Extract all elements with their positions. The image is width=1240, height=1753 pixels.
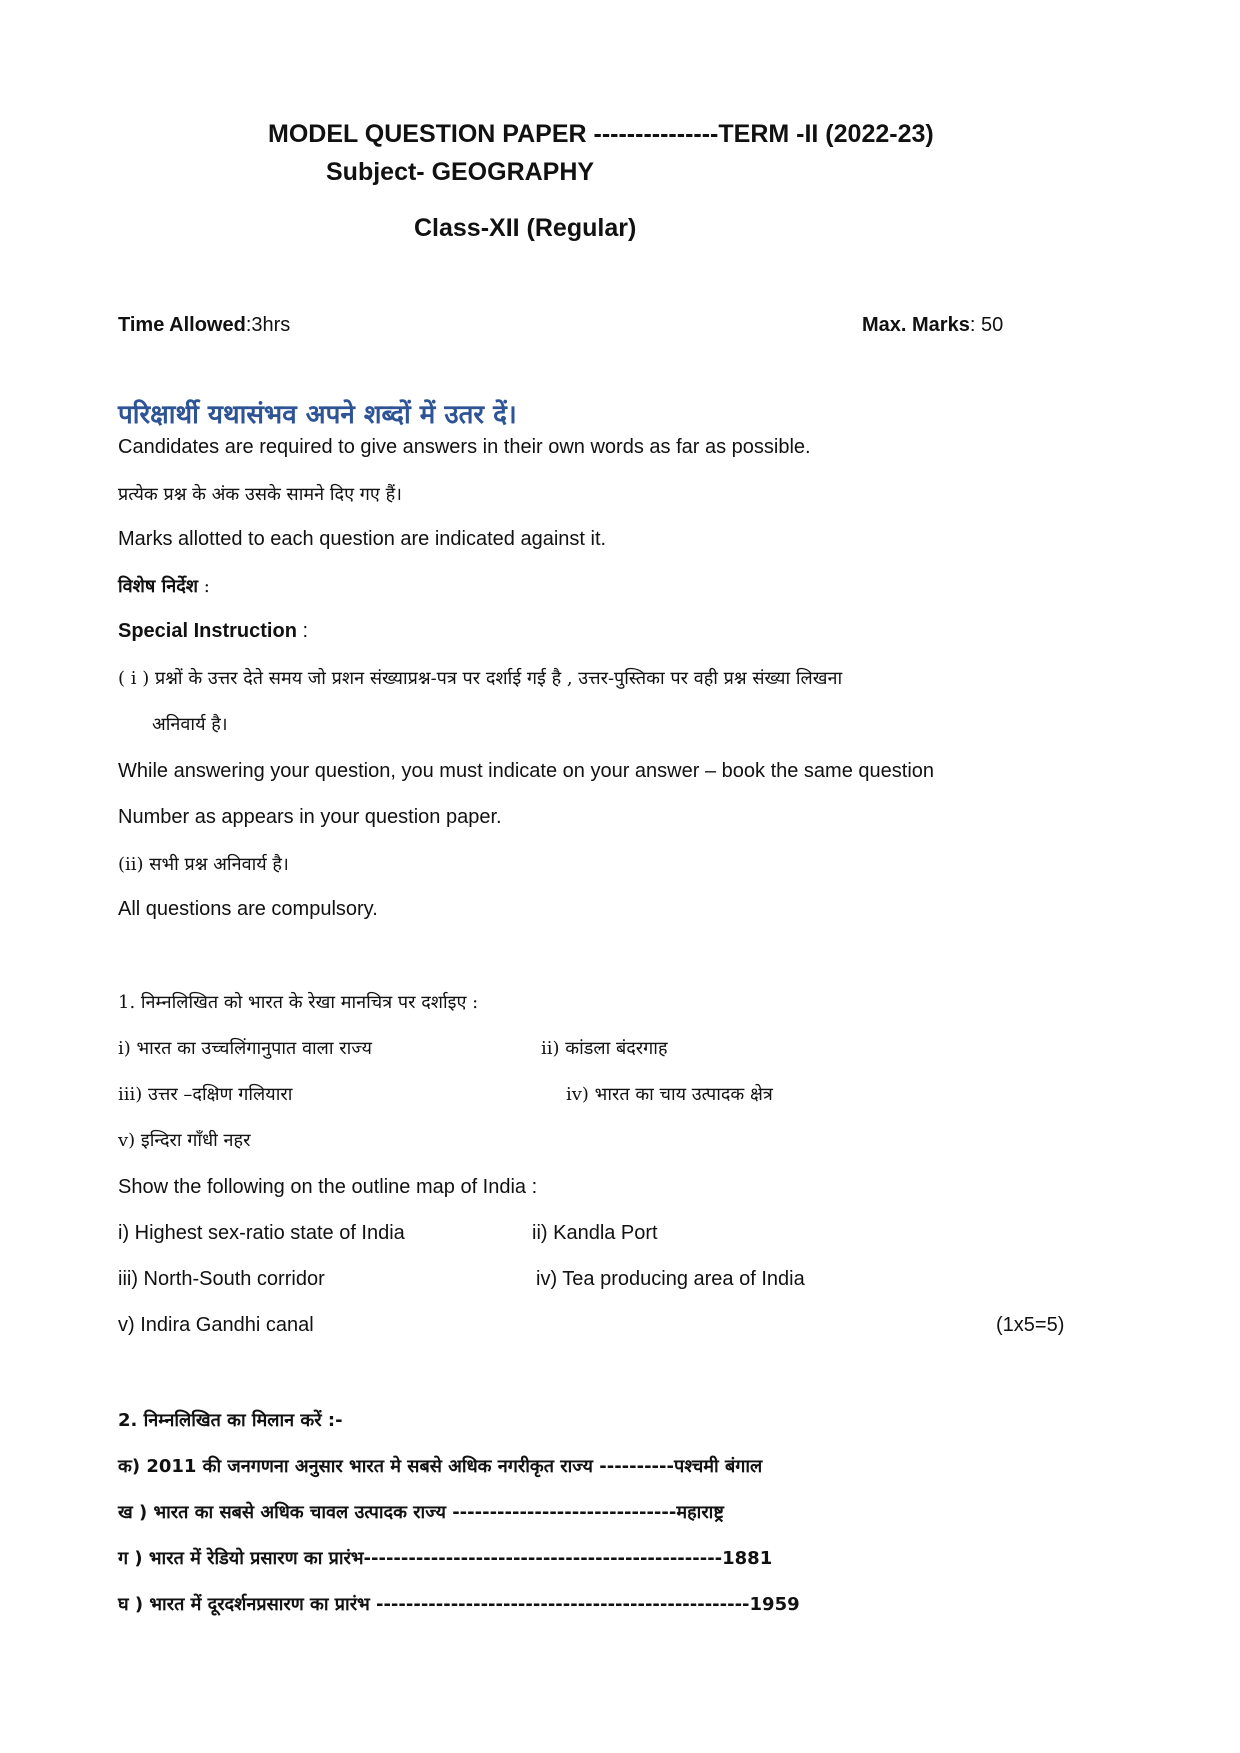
marks-allotted-instruction: Marks allotted to each question are indicated against it. bbox=[118, 528, 607, 550]
q1-hindi-item: ii) कांडला बंदरगाह bbox=[541, 1038, 668, 1059]
q2-row: ग ) भारत में रेडियो प्रसारण का प्रारंभ------------------------------------------------1881 bbox=[118, 1548, 773, 1569]
hindi-instruction-title: परिक्षार्थी यथासंभव अपने शब्दों में उतर दें। bbox=[118, 400, 517, 430]
q1-english-item: i) Highest sex-ratio state of India bbox=[118, 1222, 405, 1244]
special-instruction-english bbox=[118, 620, 308, 643]
max-marks-value: : 50 bbox=[969, 314, 1004, 336]
instruction-ii-english: All questions are compulsory. bbox=[118, 898, 378, 920]
q1-english-prompt: Show the following on the outline map of India : bbox=[118, 1176, 538, 1198]
own-words-instruction: Candidates are required to give answers in their own words as far as possible. bbox=[118, 436, 811, 458]
q1-english-item: v) Indira Gandhi canal bbox=[118, 1314, 314, 1336]
q1-hindi-item: v) इन्दिरा गाँधी नहर bbox=[118, 1130, 251, 1151]
instruction-i-hindi-line1: ( i ) प्रश्नों के उत्तर देते समय जो प्रशन संख्याप्रश्न-पत्र पर दर्शाई गई है , उत्तर-पुस्तिका पर वही प्रश्न संख्या लिखना bbox=[118, 668, 843, 689]
q1-hindi-item: iii) उत्तर –दक्षिण गलियारा bbox=[118, 1084, 293, 1105]
special-instruction-english-label: Special Instruction bbox=[118, 620, 297, 642]
q1-hindi-item: i) भारत का उच्चलिंगानुपात वाला राज्य bbox=[118, 1038, 372, 1059]
class-line: Class-XII (Regular) bbox=[414, 214, 637, 242]
q1-marks: (1x5=5) bbox=[996, 1314, 1065, 1336]
time-allowed-label: Time Allowed bbox=[118, 314, 246, 336]
special-instruction-hindi-colon: : bbox=[198, 576, 210, 597]
special-instruction-english-colon: : bbox=[296, 620, 309, 642]
max-marks-label: Max. Marks bbox=[862, 314, 970, 336]
q1-english-item: ii) Kandla Port bbox=[532, 1222, 658, 1244]
q1-hindi-item: iv) भारत का चाय उत्पादक क्षेत्र bbox=[566, 1084, 773, 1105]
max-marks bbox=[862, 314, 1003, 337]
special-instruction-hindi bbox=[118, 574, 210, 598]
q1-english-item: iv) Tea producing area of India bbox=[536, 1268, 805, 1290]
q1-hindi-prompt: 1. निम्नलिखित को भारत के रेखा मानचित्र पर दर्शाइए : bbox=[118, 992, 479, 1013]
q2-row: घ ) भारत में दूरदर्शनप्रसारण का प्रारंभ --------------------------------------------------1959 bbox=[118, 1594, 800, 1615]
instruction-ii-hindi: (ii) सभी प्रश्न अनिवार्य है। bbox=[118, 854, 289, 875]
instruction-i-english-line1: While answering your question, you must indicate on your answer – book the same question bbox=[118, 760, 935, 782]
instruction-i-hindi-line2: अनिवार्य है। bbox=[152, 714, 228, 735]
special-instruction-hindi-label: विशेष निर्देश bbox=[118, 576, 199, 597]
paper-title: MODEL QUESTION PAPER ---------------TERM -II (2022-23) bbox=[268, 120, 934, 148]
q1-english-item: iii) North-South corridor bbox=[118, 1268, 325, 1290]
hindi-marks-instruction: प्रत्येक प्रश्न के अंक उसके सामने दिए गए हैं। bbox=[118, 484, 402, 505]
time-allowed bbox=[118, 314, 290, 337]
q2-row: ख ) भारत का सबसे अधिक चावल उत्पादक राज्य ------------------------------महाराष्ट्र bbox=[118, 1502, 724, 1523]
q2-row: क) 2011 की जनगणना अनुसार भारत मे सबसे अधिक नगरीकृत राज्य ----------पश्चमी बंगाल bbox=[118, 1456, 763, 1477]
q2-prompt: 2. निम्नलिखित का मिलान करें :- bbox=[118, 1410, 343, 1431]
subject-line: Subject- GEOGRAPHY bbox=[326, 158, 595, 186]
time-allowed-value: :3hrs bbox=[245, 314, 291, 336]
instruction-i-english-line2: Number as appears in your question paper. bbox=[118, 806, 502, 828]
